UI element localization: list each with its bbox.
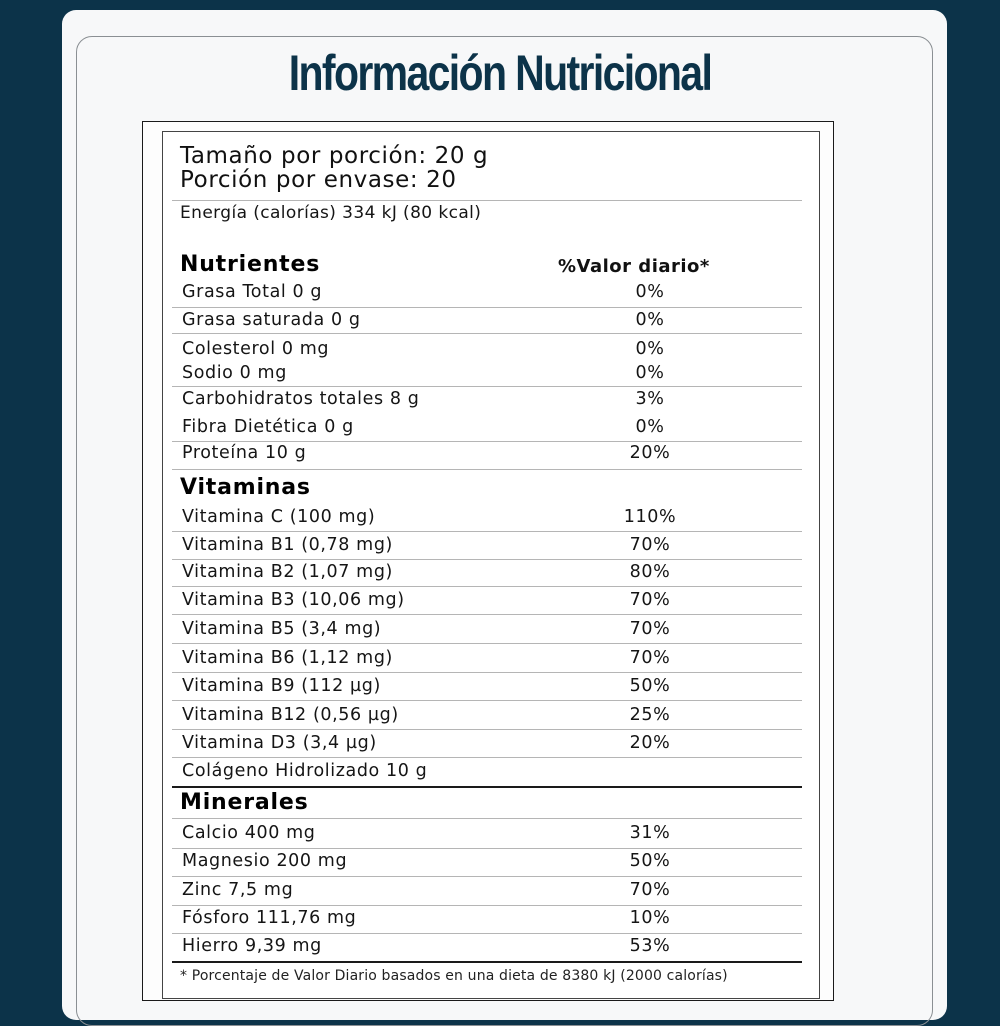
minerals-row [0, 908, 1000, 934]
nutrients-heading: Nutrientes [180, 252, 321, 277]
nutrient-name: Magnesio 200 mg [182, 851, 348, 871]
nutrient-name: Sodio 0 mg [182, 363, 287, 383]
daily-value-percent: 80% [629, 562, 671, 582]
daily-value-percent: 53% [629, 936, 671, 956]
vitamins-row [0, 733, 1000, 759]
vitamins-row [0, 648, 1000, 674]
daily-value-percent: 70% [629, 590, 671, 610]
daily-value-percent: 0% [635, 339, 665, 359]
page-title: Información Nutricional [288, 45, 712, 101]
nutrient-name: Vitamina B6 (1,12 mg) [182, 648, 393, 668]
daily-value-percent: 0% [635, 310, 665, 330]
nutrients-row [0, 310, 1000, 336]
daily-value-percent: 0% [635, 282, 665, 302]
nutrient-name: Vitamina B12 (0,56 µg) [182, 705, 399, 725]
nutrient-name: Vitamina B5 (3,4 mg) [182, 619, 382, 639]
row-divider [172, 469, 802, 470]
daily-value-percent: 50% [629, 851, 671, 871]
daily-value-percent: 25% [629, 705, 671, 725]
serving-size: Tamaño por porción: 20 g [180, 143, 489, 169]
vitamins-row [0, 761, 1000, 787]
minerals-row [0, 936, 1000, 962]
nutrients-row [0, 282, 1000, 308]
vitamins-row [0, 507, 1000, 533]
nutrient-name: Carbohidratos totales 8 g [182, 389, 420, 409]
nutrient-name: Proteína 10 g [182, 443, 307, 463]
daily-value-percent: 70% [629, 648, 671, 668]
divider [172, 200, 802, 201]
nutrient-name: Grasa Total 0 g [182, 282, 323, 302]
nutrient-name: Vitamina B9 (112 µg) [182, 676, 381, 696]
minerals-divider [172, 786, 802, 788]
servings-per-container: Porción por envase: 20 [180, 167, 457, 193]
vitamins-row [0, 535, 1000, 561]
vitamins-row [0, 705, 1000, 731]
nutrient-name: Grasa saturada 0 g [182, 310, 361, 330]
daily-value-percent: 0% [635, 363, 665, 383]
daily-value-percent: 10% [629, 908, 671, 928]
daily-value-percent: 70% [629, 619, 671, 639]
daily-value-percent: 50% [629, 676, 671, 696]
vitamins-row [0, 619, 1000, 645]
minerals-row [0, 851, 1000, 877]
nutrient-name: Zinc 7,5 mg [182, 880, 294, 900]
nutrient-name: Colesterol 0 mg [182, 339, 330, 359]
row-divider [172, 818, 802, 819]
daily-value-percent: 31% [629, 823, 671, 843]
nutrient-name: Fibra Dietética 0 g [182, 417, 354, 437]
daily-value-percent: 70% [629, 535, 671, 555]
nutrient-name: Colágeno Hidrolizado 10 g [182, 761, 428, 781]
nutrient-name: Vitamina C (100 mg) [182, 507, 376, 527]
daily-value-percent: 70% [629, 880, 671, 900]
nutrient-name: Hierro 9,39 mg [182, 936, 322, 956]
vitamins-heading: Vitaminas [180, 475, 311, 500]
daily-value-heading: %Valor diario* [558, 256, 710, 277]
daily-value-percent: 0% [635, 417, 665, 437]
minerals-row [0, 880, 1000, 906]
footnote: * Porcentaje de Valor Diario basados en una dieta de 8380 kJ (2000 calorías) [180, 968, 728, 984]
nutrients-row [0, 417, 1000, 443]
minerals-row [0, 823, 1000, 849]
vitamins-row [0, 562, 1000, 588]
nutrient-name: Vitamina D3 (3,4 µg) [182, 733, 377, 753]
nutrients-row [0, 389, 1000, 415]
minerals-heading: Minerales [180, 790, 309, 815]
nutrient-name: Vitamina B1 (0,78 mg) [182, 535, 393, 555]
vitamins-row [0, 590, 1000, 616]
vitamins-row [0, 676, 1000, 702]
nutrient-name: Calcio 400 mg [182, 823, 316, 843]
energy-value: Energía (calorías) 334 kJ (80 kcal) [180, 203, 482, 223]
nutrients-row [0, 339, 1000, 365]
nutrient-name: Fósforo 111,76 mg [182, 908, 357, 928]
nutrients-row [0, 443, 1000, 469]
daily-value-percent: 20% [629, 443, 671, 463]
nutrient-name: Vitamina B2 (1,07 mg) [182, 562, 393, 582]
nutrient-name: Vitamina B3 (10,06 mg) [182, 590, 405, 610]
daily-value-percent: 20% [629, 733, 671, 753]
footnote-divider [172, 961, 802, 963]
daily-value-percent: 110% [623, 507, 677, 527]
daily-value-percent: 3% [635, 389, 665, 409]
nutrients-row [0, 363, 1000, 389]
